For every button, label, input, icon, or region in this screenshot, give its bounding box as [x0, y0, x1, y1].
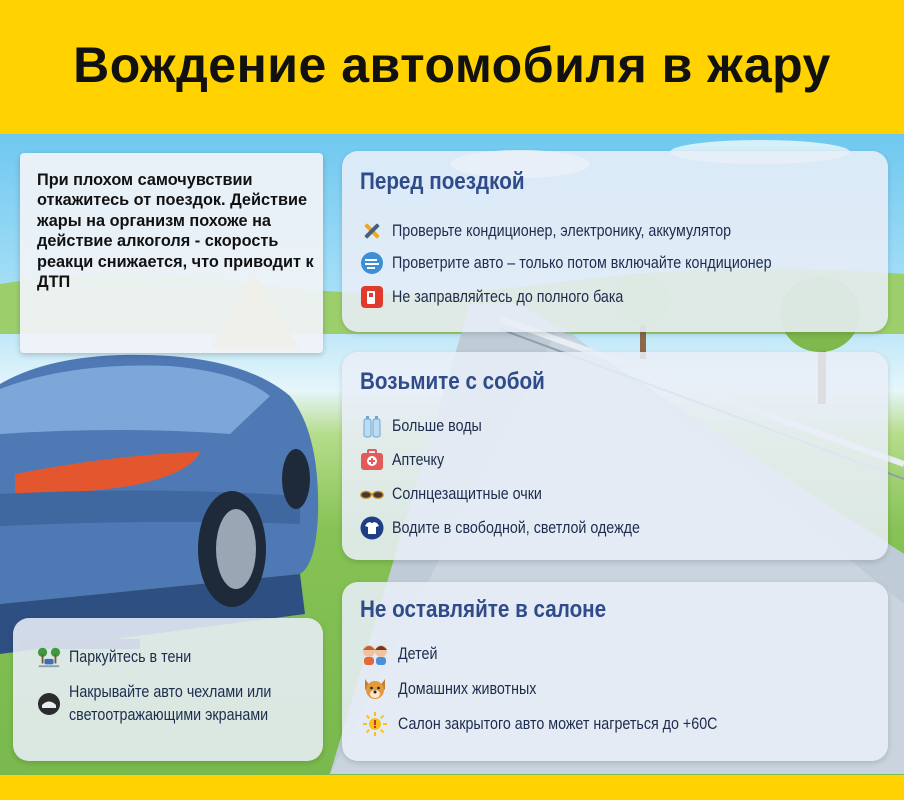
item-text: Аптечку	[392, 450, 445, 469]
take-with-title: Возьмите с собой	[360, 368, 545, 395]
item-text-line-1: Накрывайте авто чехлами или	[69, 682, 272, 701]
before-trip-title: Перед поездкой	[360, 168, 525, 195]
parking-shade-icon	[37, 645, 61, 669]
take-with-panel	[342, 352, 888, 560]
item-text: Проветрите авто – только потом включайте кондиционер	[392, 253, 772, 272]
list-item	[360, 712, 778, 736]
fuel-pump-icon	[360, 285, 384, 309]
item-text: Не заправляйтесь до полного бака	[392, 287, 624, 306]
list-item	[360, 448, 454, 472]
item-text-line-2: светоотражающими экранами	[69, 705, 269, 724]
page-title: Вождение автомобиля в жару	[73, 37, 831, 93]
before-trip-panel	[342, 151, 888, 332]
list-item	[360, 285, 667, 309]
item-text: Паркуйтесь в тени	[69, 647, 192, 666]
footer-band	[0, 775, 904, 800]
list-item	[360, 642, 445, 666]
car-cover-icon	[37, 692, 61, 716]
sunglasses-icon	[360, 482, 384, 506]
tools-icon	[360, 219, 384, 243]
fan-icon	[360, 251, 384, 275]
item-text: Салон закрытого авто может нагреться до +60С	[398, 714, 718, 733]
list-item	[360, 414, 499, 438]
item-text: Проверьте кондиционер, электронику, аккумулятор	[392, 221, 732, 240]
item-text	[69, 680, 271, 726]
first-aid-kit-icon	[360, 448, 384, 472]
parking-panel	[13, 618, 323, 761]
warning-text: При плохом самочувствии откажитесь от поездок. Действие жары на организм похоже на действие алкоголя - скорость реакци снижается, что приводит к ДТП	[37, 171, 314, 292]
item-text: Детей	[398, 644, 438, 663]
heat-sun-icon	[360, 712, 390, 736]
list-item	[360, 219, 796, 243]
tshirt-icon	[360, 516, 384, 540]
dog-icon	[360, 677, 390, 701]
dont-leave-panel	[342, 582, 888, 761]
item-text: Водите в свободной, светлой одежде	[392, 518, 640, 537]
list-item	[37, 645, 215, 669]
list-item	[360, 482, 570, 506]
list-item	[37, 680, 310, 726]
list-item	[360, 677, 563, 701]
warning-note	[20, 153, 323, 353]
list-item	[360, 251, 844, 275]
children-icon	[360, 642, 390, 666]
dont-leave-title: Не оставляйте в салоне	[360, 596, 607, 623]
item-text: Больше воды	[392, 416, 482, 435]
header-banner	[0, 0, 904, 134]
list-item	[360, 516, 687, 540]
water-bottles-icon	[360, 414, 384, 438]
item-text: Солнцезащитные очки	[392, 484, 542, 503]
item-text: Домашних животных	[398, 679, 537, 698]
